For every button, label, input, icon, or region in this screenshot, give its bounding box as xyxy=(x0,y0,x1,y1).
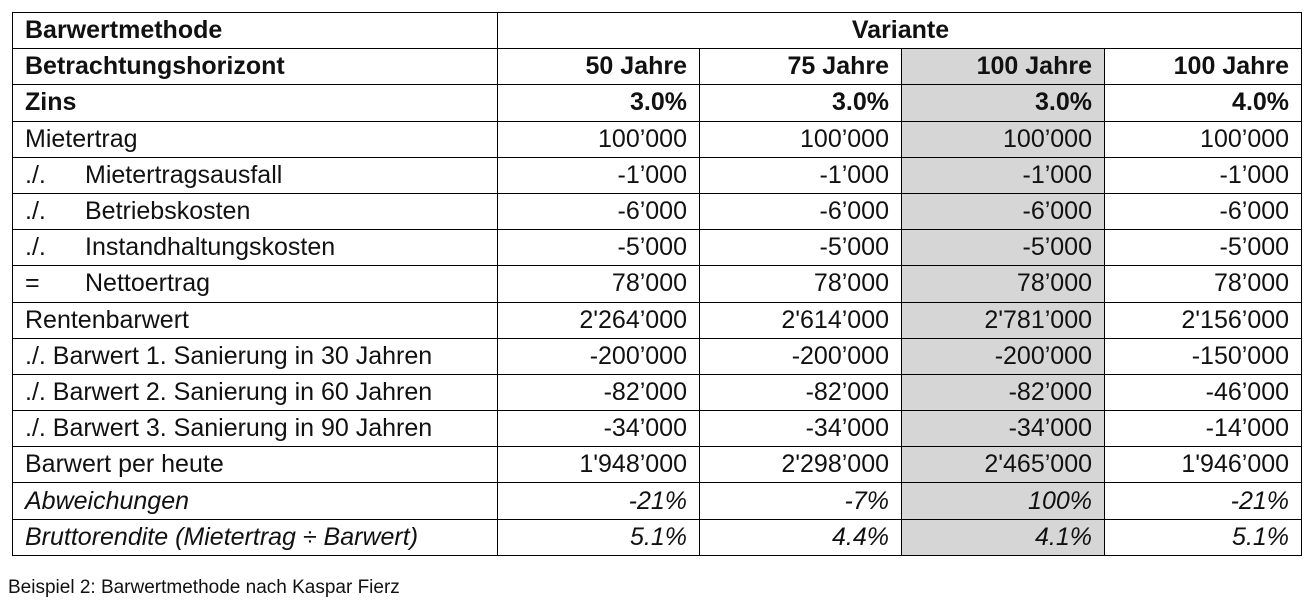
rate-cell: 3.0% xyxy=(902,85,1105,121)
row-operator: ./. xyxy=(25,233,46,262)
value-cell: -5’000 xyxy=(498,230,700,266)
method-label: Barwertmethode xyxy=(13,13,498,49)
value-cell: -14’000 xyxy=(1105,411,1302,447)
row-label xyxy=(13,302,498,338)
horizon-label: Betrachtungshorizont xyxy=(13,49,498,85)
value-cell: -82’000 xyxy=(498,374,700,410)
value-cell: -200’000 xyxy=(902,338,1105,374)
value-cell: 78’000 xyxy=(700,266,902,302)
value-cell: -6’000 xyxy=(498,193,700,229)
header-row-method xyxy=(13,13,1302,49)
value-cell: -34’000 xyxy=(902,411,1105,447)
value-cell: -82’000 xyxy=(700,374,902,410)
row-label-text: Instandhaltungskosten xyxy=(85,233,336,262)
value-cell: 2'156’000 xyxy=(1105,302,1302,338)
value-cell: -6’000 xyxy=(902,193,1105,229)
value-cell: -200’000 xyxy=(700,338,902,374)
table-row xyxy=(13,411,1302,447)
table-row xyxy=(13,302,1302,338)
value-cell: 5.1% xyxy=(1105,519,1302,555)
header-row-horizon xyxy=(13,49,1302,85)
row-label-text: Bruttorendite (Mietertrag ÷ Barwert) xyxy=(25,522,419,551)
horizon-cell: 100 Jahre xyxy=(1105,49,1302,85)
value-cell: 2'298’000 xyxy=(700,447,902,483)
value-cell: -5’000 xyxy=(902,230,1105,266)
table-row xyxy=(13,230,1302,266)
row-label xyxy=(13,121,498,157)
value-cell: 100’000 xyxy=(1105,121,1302,157)
row-label-text: Rentenbarwert xyxy=(25,305,189,334)
row-label-text: ./. Barwert 3. Sanierung in 90 Jahren xyxy=(25,414,433,443)
table-container xyxy=(12,12,1302,556)
value-cell: 4.1% xyxy=(902,519,1105,555)
value-cell: 100’000 xyxy=(498,121,700,157)
table-row xyxy=(13,447,1302,483)
value-cell: -82’000 xyxy=(902,374,1105,410)
value-cell: -6’000 xyxy=(1105,193,1302,229)
table-row xyxy=(13,121,1302,157)
row-label xyxy=(13,266,498,302)
rate-cell: 3.0% xyxy=(498,85,700,121)
row-label xyxy=(13,447,498,483)
row-label-text: Barwert per heute xyxy=(25,450,224,479)
value-cell: -46’000 xyxy=(1105,374,1302,410)
value-cell: 100% xyxy=(902,483,1105,519)
row-label xyxy=(13,230,498,266)
row-label xyxy=(13,157,498,193)
row-label-text: ./. Barwert 1. Sanierung in 30 Jahren xyxy=(25,341,433,370)
value-cell: -21% xyxy=(498,483,700,519)
value-cell: 78’000 xyxy=(902,266,1105,302)
header-row-rate xyxy=(13,85,1302,121)
value-cell: -150’000 xyxy=(1105,338,1302,374)
row-operator: ./. xyxy=(25,160,46,189)
rate-cell: 4.0% xyxy=(1105,85,1302,121)
row-label xyxy=(13,519,498,555)
value-cell: 78’000 xyxy=(498,266,700,302)
value-cell: -34’000 xyxy=(700,411,902,447)
value-cell: 5.1% xyxy=(498,519,700,555)
rate-cell: 3.0% xyxy=(700,85,902,121)
table-row xyxy=(13,157,1302,193)
value-cell: -5’000 xyxy=(700,230,902,266)
value-cell: -5’000 xyxy=(1105,230,1302,266)
row-label-text: Nettoertrag xyxy=(85,269,211,298)
value-cell: -1’000 xyxy=(498,157,700,193)
table-row xyxy=(13,519,1302,555)
table-row xyxy=(13,483,1302,519)
value-cell: 100’000 xyxy=(902,121,1105,157)
row-label-text: ./. Barwert 2. Sanierung in 60 Jahren xyxy=(25,377,433,406)
value-cell: 1'948’000 xyxy=(498,447,700,483)
rate-label: Zins xyxy=(13,85,498,121)
table-row xyxy=(13,374,1302,410)
row-label xyxy=(13,374,498,410)
barwert-table xyxy=(12,12,1302,556)
horizon-cell: 75 Jahre xyxy=(700,49,902,85)
row-label-text: Abweichungen xyxy=(25,486,190,515)
value-cell: 2'264’000 xyxy=(498,302,700,338)
value-cell: 4.4% xyxy=(700,519,902,555)
value-cell: -6’000 xyxy=(700,193,902,229)
value-cell: -34’000 xyxy=(498,411,700,447)
variant-label: Variante xyxy=(498,13,1302,49)
row-label xyxy=(13,483,498,519)
value-cell: 78’000 xyxy=(1105,266,1302,302)
horizon-cell: 100 Jahre xyxy=(902,49,1105,85)
value-cell: 2'781’000 xyxy=(902,302,1105,338)
row-label xyxy=(13,193,498,229)
value-cell: -7% xyxy=(700,483,902,519)
row-operator: = xyxy=(25,269,40,298)
table-row xyxy=(13,338,1302,374)
value-cell: 2'465’000 xyxy=(902,447,1105,483)
value-cell: 2'614’000 xyxy=(700,302,902,338)
value-cell: -1’000 xyxy=(1105,157,1302,193)
value-cell: -1’000 xyxy=(700,157,902,193)
value-cell: 100’000 xyxy=(700,121,902,157)
table-row xyxy=(13,193,1302,229)
horizon-cell: 50 Jahre xyxy=(498,49,700,85)
row-label-text: Mietertragsausfall xyxy=(85,160,283,189)
table-caption: Beispiel 2: Barwertmethode nach Kaspar Fierz xyxy=(8,577,400,598)
row-label-text: Betriebskosten xyxy=(85,197,251,226)
table-row xyxy=(13,266,1302,302)
row-label xyxy=(13,338,498,374)
value-cell: 1'946’000 xyxy=(1105,447,1302,483)
row-label-text: Mietertrag xyxy=(25,124,138,153)
value-cell: -200’000 xyxy=(498,338,700,374)
value-cell: -1’000 xyxy=(902,157,1105,193)
value-cell: -21% xyxy=(1105,483,1302,519)
row-label xyxy=(13,411,498,447)
row-operator: ./. xyxy=(25,197,46,226)
